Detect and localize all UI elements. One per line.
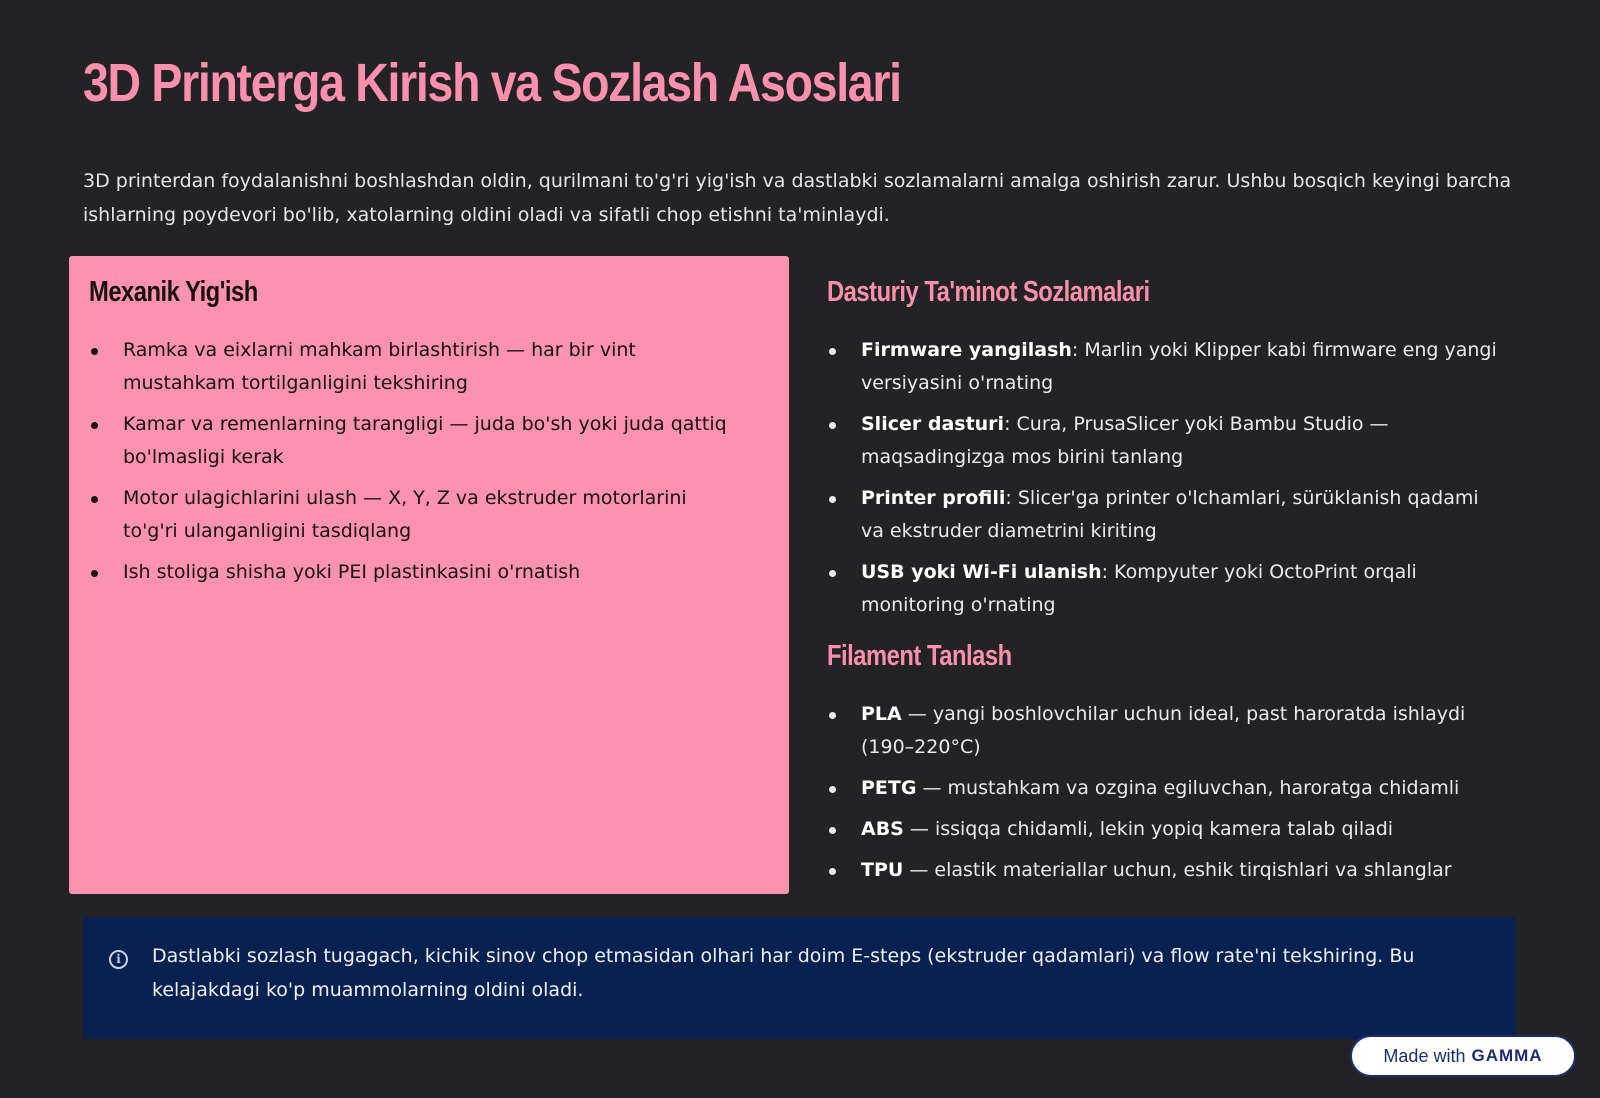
- filament-selection-list: [827, 698, 1497, 895]
- page-title: 3D Printerga Kirish va Sozlash Asoslari: [83, 53, 901, 113]
- list-item: Kamar va remenlarning tarangligi — juda bo'sh yoki juda qattiq bo'lmasligi kerak: [89, 408, 729, 474]
- bullet-icon: [829, 868, 836, 875]
- list-item: TPU — elastik materiallar uchun, eshik tirqishlari va shlanglar: [827, 854, 1497, 887]
- bullet-icon: [91, 570, 98, 577]
- list-item: PLA — yangi boshlovchilar uchun ideal, past haroratda ishlaydi (190–220°C): [827, 698, 1497, 764]
- list-item: USB yoki Wi-Fi ulanish: Kompyuter yoki OctoPrint orqali monitoring o'rnating: [827, 556, 1497, 622]
- bullet-icon: [829, 827, 836, 834]
- bullet-icon: [91, 348, 98, 355]
- bullet-icon: [829, 712, 836, 719]
- software-settings-title: Dasturiy Ta'minot Sozlamalari: [827, 276, 1150, 308]
- gamma-logo: GAMMA: [1471, 1046, 1543, 1065]
- intro-paragraph: 3D printerdan foydalanishni boshlashdan oldin, qurilmani to'g'ri yig'ish va dastlabki sozlamalarni amalga oshirish zarur. Ushbu bosqich keyingi barcha ishlarning poydevori bo'lib, xatolarning oldini oladi va sifatli chop etishni ta'minlaydi.: [83, 170, 1512, 226]
- software-settings-list: [827, 334, 1497, 630]
- list-item: ABS — issiqqa chidamli, lekin yopiq kamera talab qiladi: [827, 813, 1497, 846]
- bullet-icon: [829, 570, 836, 577]
- bullet-icon: [829, 422, 836, 429]
- info-callout: [83, 917, 1516, 1039]
- list-item: Printer profili: Slicer'ga printer o'lchamlari, sürüklanish qadami va ekstruder diametrini kiriting: [827, 482, 1497, 548]
- bullet-icon: [829, 786, 836, 793]
- info-icon: i: [109, 950, 128, 969]
- list-item: Ish stoliga shisha yoki PEI plastinkasini o'rnatish: [89, 556, 729, 589]
- filament-selection-title: Filament Tanlash: [827, 640, 1012, 672]
- list-item: Ramka va eixlarni mahkam birlashtirish — har bir vint mustahkam tortilganligini tekshiring: [89, 334, 729, 400]
- badge-prefix: Made with: [1383, 1045, 1466, 1066]
- bullet-icon: [91, 496, 98, 503]
- bullet-icon: [91, 422, 98, 429]
- list-item: Slicer dasturi: Cura, PrusaSlicer yoki Bambu Studio — maqsadingizga mos birini tanlang: [827, 408, 1497, 474]
- bullet-icon: [829, 496, 836, 503]
- list-item: Motor ulagichlarini ulash — X, Y, Z va ekstruder motorlarini to'g'ri ulanganligini tasdiqlang: [89, 482, 729, 548]
- mechanical-assembly-card: [69, 256, 789, 894]
- made-with-gamma-badge[interactable]: [1350, 1035, 1576, 1077]
- list-item: Firmware yangilash: Marlin yoki Klipper kabi firmware eng yangi versiyasini o'rnating: [827, 334, 1497, 400]
- info-callout-text: Dastlabki sozlash tugagach, kichik sinov chop etmasidan olhari har doim E-steps (ekstruder qadamlari) va flow rate'ni tekshiring. Bu kelajakdagi ko'p muammolarning oldini oladi.: [152, 945, 1415, 1001]
- list-item: PETG — mustahkam va ozgina egiluvchan, haroratga chidamli: [827, 772, 1497, 805]
- mechanical-assembly-title: Mexanik Yig'ish: [89, 276, 258, 308]
- bullet-icon: [829, 348, 836, 355]
- mechanical-assembly-list: [89, 334, 729, 597]
